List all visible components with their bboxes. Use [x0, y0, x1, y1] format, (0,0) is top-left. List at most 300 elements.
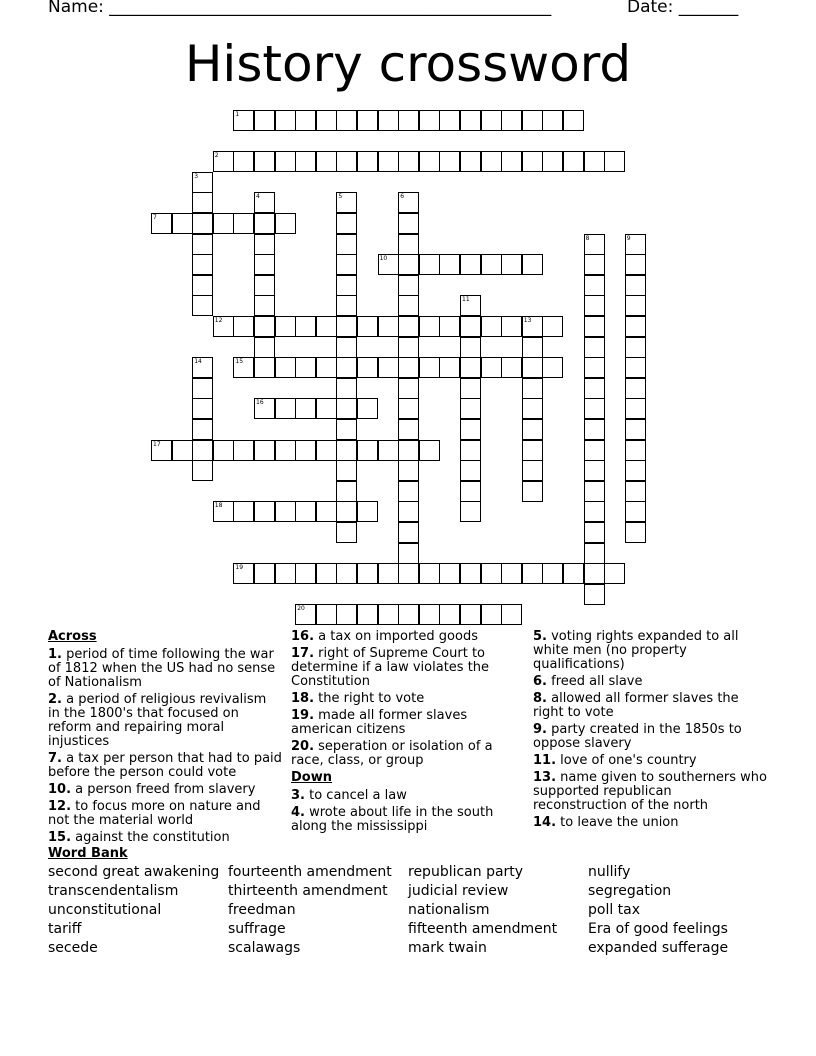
crossword-cell[interactable] — [460, 357, 481, 378]
crossword-cell[interactable] — [398, 295, 419, 316]
crossword-cell[interactable] — [275, 398, 296, 419]
clue-item — [48, 693, 282, 749]
crossword-cell[interactable] — [192, 398, 213, 419]
clue-item — [533, 723, 769, 751]
crossword-cell[interactable] — [192, 275, 213, 296]
crossword-cell[interactable] — [213, 440, 234, 461]
clue-item — [533, 630, 769, 672]
crossword-cell[interactable] — [419, 440, 440, 461]
crossword-cell[interactable] — [336, 481, 357, 502]
crossword-cell[interactable] — [254, 440, 275, 461]
word-bank-column — [228, 864, 392, 959]
crossword-cell[interactable] — [316, 398, 337, 419]
crossword-cell[interactable] — [254, 295, 275, 316]
crossword-cell[interactable] — [460, 316, 481, 337]
crossword-cell[interactable] — [316, 110, 337, 131]
crossword-cell[interactable] — [316, 357, 337, 378]
crossword-cell[interactable] — [522, 357, 543, 378]
word-bank-entry: nullify — [588, 864, 631, 880]
crossword-cell[interactable] — [625, 378, 646, 399]
crossword-cell[interactable] — [398, 337, 419, 358]
crossword-cell[interactable] — [213, 316, 234, 337]
crossword-cell[interactable] — [378, 440, 399, 461]
crossword-cell[interactable] — [625, 295, 646, 316]
crossword-cell[interactable] — [275, 110, 296, 131]
crossword-cell[interactable] — [336, 604, 357, 625]
crossword-cell[interactable] — [625, 501, 646, 522]
crossword-cell[interactable] — [584, 337, 605, 358]
crossword-cell[interactable] — [336, 378, 357, 399]
crossword-cell[interactable] — [192, 213, 213, 234]
cell-number: 8 — [585, 234, 590, 242]
crossword-cell[interactable] — [522, 151, 543, 172]
crossword-cell[interactable] — [584, 419, 605, 440]
crossword-cell[interactable] — [625, 254, 646, 275]
crossword-cell[interactable] — [398, 398, 419, 419]
crossword-cell[interactable] — [336, 275, 357, 296]
crossword-cell[interactable] — [254, 110, 275, 131]
crossword-cell[interactable] — [419, 563, 440, 584]
crossword-cell[interactable] — [357, 563, 378, 584]
crossword-cell[interactable] — [419, 254, 440, 275]
crossword-cell[interactable] — [584, 584, 605, 605]
clue-number: 7. — [48, 751, 62, 766]
crossword-cell[interactable] — [378, 604, 399, 625]
cell-number: 4 — [256, 193, 260, 201]
crossword-cell[interactable] — [275, 357, 296, 378]
clue-text: a tax on imported goods — [314, 629, 478, 644]
cell-number: 15 — [235, 358, 244, 366]
clue-text: a period of religious revivalism in the 1800's that focused on reform and repairing moral injustices — [48, 692, 267, 749]
crossword-cell[interactable] — [398, 604, 419, 625]
crossword-cell[interactable] — [501, 151, 522, 172]
crossword-cell[interactable] — [625, 460, 646, 481]
crossword-cell[interactable] — [192, 192, 213, 213]
word-bank-entry: fourteenth amendment — [228, 864, 392, 880]
crossword-cell[interactable] — [398, 151, 419, 172]
cell-number: 6 — [400, 193, 405, 201]
crossword-cell[interactable] — [398, 110, 419, 131]
clue-text: seperation or isolation of a race, class, or group — [291, 739, 493, 768]
crossword-cell[interactable] — [604, 151, 625, 172]
crossword-cell[interactable] — [584, 543, 605, 564]
crossword-cell[interactable] — [460, 419, 481, 440]
crossword-cell[interactable] — [316, 316, 337, 337]
cell-number: 18 — [214, 502, 223, 510]
crossword-cell[interactable] — [357, 316, 378, 337]
crossword-cell[interactable] — [563, 110, 584, 131]
crossword-cell[interactable] — [542, 110, 563, 131]
word-bank-entry: Era of good feelings — [588, 921, 728, 937]
crossword-cell[interactable] — [625, 316, 646, 337]
crossword-cell[interactable] — [295, 604, 316, 625]
crossword-cell[interactable] — [625, 234, 646, 255]
crossword-cell[interactable] — [501, 604, 522, 625]
crossword-cell[interactable] — [336, 316, 357, 337]
clue-item — [48, 800, 282, 828]
crossword-cell[interactable] — [213, 501, 234, 522]
crossword-cell[interactable] — [522, 460, 543, 481]
crossword-cell[interactable] — [563, 563, 584, 584]
clue-item — [48, 752, 282, 780]
crossword-cell[interactable] — [584, 357, 605, 378]
crossword-cell[interactable] — [192, 295, 213, 316]
crossword-cell[interactable] — [275, 501, 296, 522]
clue-item — [291, 647, 501, 689]
clue-text: allowed all former slaves the right to vote — [533, 691, 739, 720]
word-bank-entry: republican party — [408, 864, 524, 880]
word-bank-entry: secede — [48, 940, 98, 956]
crossword-cell[interactable] — [151, 440, 172, 461]
clue-number: 1. — [48, 647, 62, 662]
crossword-cell[interactable] — [460, 481, 481, 502]
crossword-cell[interactable] — [378, 316, 399, 337]
crossword-cell[interactable] — [336, 110, 357, 131]
crossword-cell[interactable] — [398, 254, 419, 275]
cell-number: 5 — [338, 193, 343, 201]
crossword-cell[interactable] — [625, 337, 646, 358]
crossword-cell[interactable] — [336, 398, 357, 419]
crossword-cell[interactable] — [357, 440, 378, 461]
word-bank-entry: nationalism — [408, 902, 490, 918]
crossword-cell[interactable] — [460, 563, 481, 584]
crossword-cell[interactable] — [501, 357, 522, 378]
crossword-cell[interactable] — [522, 337, 543, 358]
word-bank-entry: judicial review — [408, 883, 509, 899]
crossword-cell[interactable] — [357, 357, 378, 378]
crossword-cell[interactable] — [336, 213, 357, 234]
crossword-cell[interactable] — [398, 440, 419, 461]
crossword-cell[interactable] — [233, 357, 254, 378]
clue-number: 19. — [291, 708, 315, 723]
crossword-cell[interactable] — [522, 110, 543, 131]
crossword-cell[interactable] — [584, 378, 605, 399]
word-bank-entry: mark twain — [408, 940, 487, 956]
crossword-cell[interactable] — [542, 563, 563, 584]
crossword-cell[interactable] — [398, 543, 419, 564]
clue-text: to leave the union — [556, 815, 679, 830]
crossword-cell[interactable] — [357, 398, 378, 419]
crossword-cell[interactable] — [419, 110, 440, 131]
crossword-cell[interactable] — [584, 460, 605, 481]
crossword-cell[interactable] — [151, 213, 172, 234]
crossword-cell[interactable] — [378, 563, 399, 584]
crossword-cell[interactable] — [460, 254, 481, 275]
crossword-cell[interactable] — [295, 110, 316, 131]
crossword-cell[interactable] — [439, 316, 460, 337]
crossword-cell[interactable] — [336, 337, 357, 358]
crossword-cell[interactable] — [584, 151, 605, 172]
clue-item — [48, 648, 282, 690]
crossword-cell[interactable] — [295, 151, 316, 172]
crossword-cell[interactable] — [398, 501, 419, 522]
crossword-cell[interactable] — [295, 316, 316, 337]
crossword-cell[interactable] — [357, 110, 378, 131]
crossword-cell[interactable] — [192, 440, 213, 461]
crossword-cell[interactable] — [316, 604, 337, 625]
crossword-cell[interactable] — [481, 151, 502, 172]
cell-number: 9 — [626, 234, 631, 242]
crossword-cell[interactable] — [419, 316, 440, 337]
clue-text: wrote about life in the south along the mississippi — [291, 805, 494, 834]
crossword-cell[interactable] — [336, 522, 357, 543]
crossword-cell[interactable] — [172, 213, 193, 234]
crossword-cell[interactable] — [316, 440, 337, 461]
clue-text: name given to southerners who supported republican reconstruction of the north — [533, 770, 768, 813]
crossword-cell[interactable] — [336, 563, 357, 584]
crossword-cell[interactable] — [584, 254, 605, 275]
crossword-cell[interactable] — [378, 110, 399, 131]
crossword-cell[interactable] — [295, 501, 316, 522]
crossword-cell[interactable] — [439, 563, 460, 584]
down-clue-list — [291, 789, 501, 834]
crossword-cell[interactable] — [233, 440, 254, 461]
clue-item — [291, 740, 501, 768]
crossword-cell[interactable] — [336, 254, 357, 275]
crossword-cell[interactable] — [501, 316, 522, 337]
clue-number: 6. — [533, 674, 547, 689]
clue-number: 4. — [291, 805, 305, 820]
crossword-cell[interactable] — [398, 275, 419, 296]
crossword-cell[interactable] — [398, 213, 419, 234]
crossword-cell[interactable] — [233, 213, 254, 234]
crossword-cell[interactable] — [378, 151, 399, 172]
crossword-cell[interactable] — [192, 419, 213, 440]
crossword-cell[interactable] — [398, 357, 419, 378]
clue-text: a person freed from slavery — [71, 782, 256, 797]
crossword-cell[interactable] — [584, 234, 605, 255]
crossword-cell[interactable] — [419, 604, 440, 625]
crossword-cell[interactable] — [481, 563, 502, 584]
clue-number: 11. — [533, 753, 557, 768]
crossword-cell[interactable] — [275, 440, 296, 461]
crossword-cell[interactable] — [213, 213, 234, 234]
across-clue-list — [48, 648, 282, 845]
crossword-cell[interactable] — [357, 151, 378, 172]
clue-text: voting rights expanded to all white men (no property qualifications) — [533, 629, 739, 672]
crossword-cell[interactable] — [398, 419, 419, 440]
crossword-cell[interactable] — [522, 440, 543, 461]
crossword-cell[interactable] — [398, 192, 419, 213]
crossword-cell[interactable] — [336, 295, 357, 316]
crossword-cell[interactable] — [460, 378, 481, 399]
crossword-cell[interactable] — [254, 192, 275, 213]
crossword-cell[interactable] — [522, 378, 543, 399]
crossword-cell[interactable] — [254, 398, 275, 419]
crossword-cell[interactable] — [584, 481, 605, 502]
crossword-cell[interactable] — [233, 110, 254, 131]
crossword-cell[interactable] — [275, 151, 296, 172]
crossword-cell[interactable] — [233, 151, 254, 172]
crossword-cell[interactable] — [336, 440, 357, 461]
crossword-cell[interactable] — [460, 604, 481, 625]
crossword-cell[interactable] — [192, 234, 213, 255]
crossword-cell[interactable] — [398, 378, 419, 399]
crossword-cell[interactable] — [481, 316, 502, 337]
crossword-cell[interactable] — [625, 522, 646, 543]
crossword-cell[interactable] — [213, 151, 234, 172]
clues-column-2 — [291, 630, 501, 837]
crossword-cell[interactable] — [192, 172, 213, 193]
crossword-cell[interactable] — [254, 337, 275, 358]
crossword-cell[interactable] — [439, 151, 460, 172]
crossword-cell[interactable] — [233, 563, 254, 584]
crossword-cell[interactable] — [584, 316, 605, 337]
crossword-cell[interactable] — [625, 419, 646, 440]
crossword-cell[interactable] — [398, 316, 419, 337]
cell-number: 14 — [194, 358, 202, 366]
crossword-cell[interactable] — [419, 357, 440, 378]
clue-number: 16. — [291, 629, 315, 644]
crossword-cell[interactable] — [254, 563, 275, 584]
crossword-cell[interactable] — [378, 357, 399, 378]
crossword-cell[interactable] — [419, 151, 440, 172]
crossword-cell[interactable] — [233, 316, 254, 337]
crossword-cell[interactable] — [398, 481, 419, 502]
crossword-cell[interactable] — [398, 563, 419, 584]
crossword-cell[interactable] — [336, 192, 357, 213]
crossword-cell[interactable] — [460, 460, 481, 481]
crossword-cell[interactable] — [460, 337, 481, 358]
crossword-cell[interactable] — [254, 501, 275, 522]
clue-number: 20. — [291, 739, 315, 754]
crossword-cell[interactable] — [336, 234, 357, 255]
crossword-cell[interactable] — [522, 316, 543, 337]
clue-number: 15. — [48, 830, 72, 845]
page-title: History crossword — [184, 35, 632, 93]
crossword-cell[interactable] — [625, 481, 646, 502]
crossword-cell[interactable] — [316, 151, 337, 172]
crossword-cell[interactable] — [398, 234, 419, 255]
crossword-cell[interactable] — [522, 481, 543, 502]
crossword-cell[interactable] — [584, 275, 605, 296]
clue-item — [291, 789, 501, 803]
crossword-cell[interactable] — [522, 419, 543, 440]
crossword-cell[interactable] — [275, 213, 296, 234]
cell-number: 11 — [462, 296, 470, 304]
clue-text: a tax per person that had to paid before the person could vote — [48, 751, 282, 780]
crossword-cell[interactable] — [233, 501, 254, 522]
crossword-cell[interactable] — [625, 275, 646, 296]
crossword-cell[interactable] — [275, 563, 296, 584]
word-bank-column — [588, 864, 728, 959]
crossword-cell[interactable] — [584, 440, 605, 461]
crossword-cell[interactable] — [192, 357, 213, 378]
crossword-cell[interactable] — [625, 398, 646, 419]
crossword-cell[interactable] — [254, 213, 275, 234]
crossword-cell[interactable] — [254, 275, 275, 296]
crossword-cell[interactable] — [295, 563, 316, 584]
crossword-cell[interactable] — [254, 254, 275, 275]
crossword-cell[interactable] — [481, 110, 502, 131]
crossword-cell[interactable] — [357, 501, 378, 522]
crossword-cell[interactable] — [254, 357, 275, 378]
crossword-cell[interactable] — [584, 501, 605, 522]
crossword-cell[interactable] — [501, 563, 522, 584]
crossword-cell[interactable] — [542, 151, 563, 172]
crossword-cell[interactable] — [336, 419, 357, 440]
cell-number: 17 — [153, 440, 161, 448]
crossword-cell[interactable] — [439, 604, 460, 625]
crossword-cell[interactable] — [254, 234, 275, 255]
clue-text: made all former slaves american citizens — [291, 708, 468, 737]
crossword-cell[interactable] — [192, 460, 213, 481]
crossword-cell[interactable] — [460, 440, 481, 461]
crossword-cell[interactable] — [584, 563, 605, 584]
crossword-cell[interactable] — [316, 563, 337, 584]
crossword-cell[interactable] — [584, 522, 605, 543]
crossword-cell[interactable] — [254, 151, 275, 172]
word-bank-entry: freedman — [228, 902, 296, 918]
crossword-cell[interactable] — [481, 357, 502, 378]
clue-text: the right to vote — [314, 691, 425, 706]
crossword-cell[interactable] — [501, 254, 522, 275]
crossword-cell[interactable] — [460, 110, 481, 131]
clue-number: 14. — [533, 815, 557, 830]
crossword-cell[interactable] — [584, 295, 605, 316]
crossword-cell[interactable] — [460, 151, 481, 172]
crossword-cell[interactable] — [378, 254, 399, 275]
crossword-cell[interactable] — [460, 295, 481, 316]
cell-number: 20 — [297, 605, 305, 613]
crossword-cell[interactable] — [336, 460, 357, 481]
cell-number: 10 — [379, 255, 388, 263]
crossword-cell[interactable] — [563, 151, 584, 172]
crossword-cell[interactable] — [172, 440, 193, 461]
clues-column-3 — [533, 630, 769, 833]
clue-number: 12. — [48, 799, 72, 814]
crossword-cell[interactable] — [254, 316, 275, 337]
crossword-cell[interactable] — [460, 501, 481, 522]
crossword-cell[interactable] — [439, 110, 460, 131]
crossword-cell[interactable] — [501, 110, 522, 131]
crossword-cell[interactable] — [542, 316, 563, 337]
crossword-cell[interactable] — [625, 440, 646, 461]
crossword-cell[interactable] — [439, 357, 460, 378]
word-bank-column — [408, 864, 557, 959]
crossword-cell[interactable] — [275, 316, 296, 337]
crossword-cell[interactable] — [481, 254, 502, 275]
crossword-cell[interactable] — [398, 522, 419, 543]
word-bank-entry: fifteenth amendment — [408, 921, 558, 937]
crossword-cell[interactable] — [295, 440, 316, 461]
crossword-cell[interactable] — [604, 563, 625, 584]
crossword-cell[interactable] — [192, 254, 213, 275]
crossword-cell[interactable] — [295, 398, 316, 419]
crossword-cell[interactable] — [336, 357, 357, 378]
clue-item — [533, 754, 769, 768]
crossword-cell[interactable] — [522, 563, 543, 584]
crossword-cell[interactable] — [439, 254, 460, 275]
word-bank-entry: scalawags — [228, 940, 301, 956]
crossword-cell[interactable] — [625, 357, 646, 378]
crossword-cell[interactable] — [295, 357, 316, 378]
crossword-cell[interactable] — [460, 398, 481, 419]
crossword-cell[interactable] — [584, 398, 605, 419]
clue-text: to cancel a law — [304, 788, 407, 803]
crossword-cell[interactable] — [481, 604, 502, 625]
clue-text: period of time following the war of 1812 when the US had no sense of Nationalism — [48, 647, 276, 690]
crossword-cell[interactable] — [192, 378, 213, 399]
crossword-cell[interactable] — [336, 151, 357, 172]
crossword-cell[interactable] — [522, 398, 543, 419]
crossword-cell[interactable] — [336, 501, 357, 522]
crossword-cell[interactable] — [398, 460, 419, 481]
crossword-cell[interactable] — [542, 357, 563, 378]
crossword-cell[interactable] — [522, 254, 543, 275]
crossword-cell[interactable] — [316, 501, 337, 522]
crossword-cell[interactable] — [357, 604, 378, 625]
